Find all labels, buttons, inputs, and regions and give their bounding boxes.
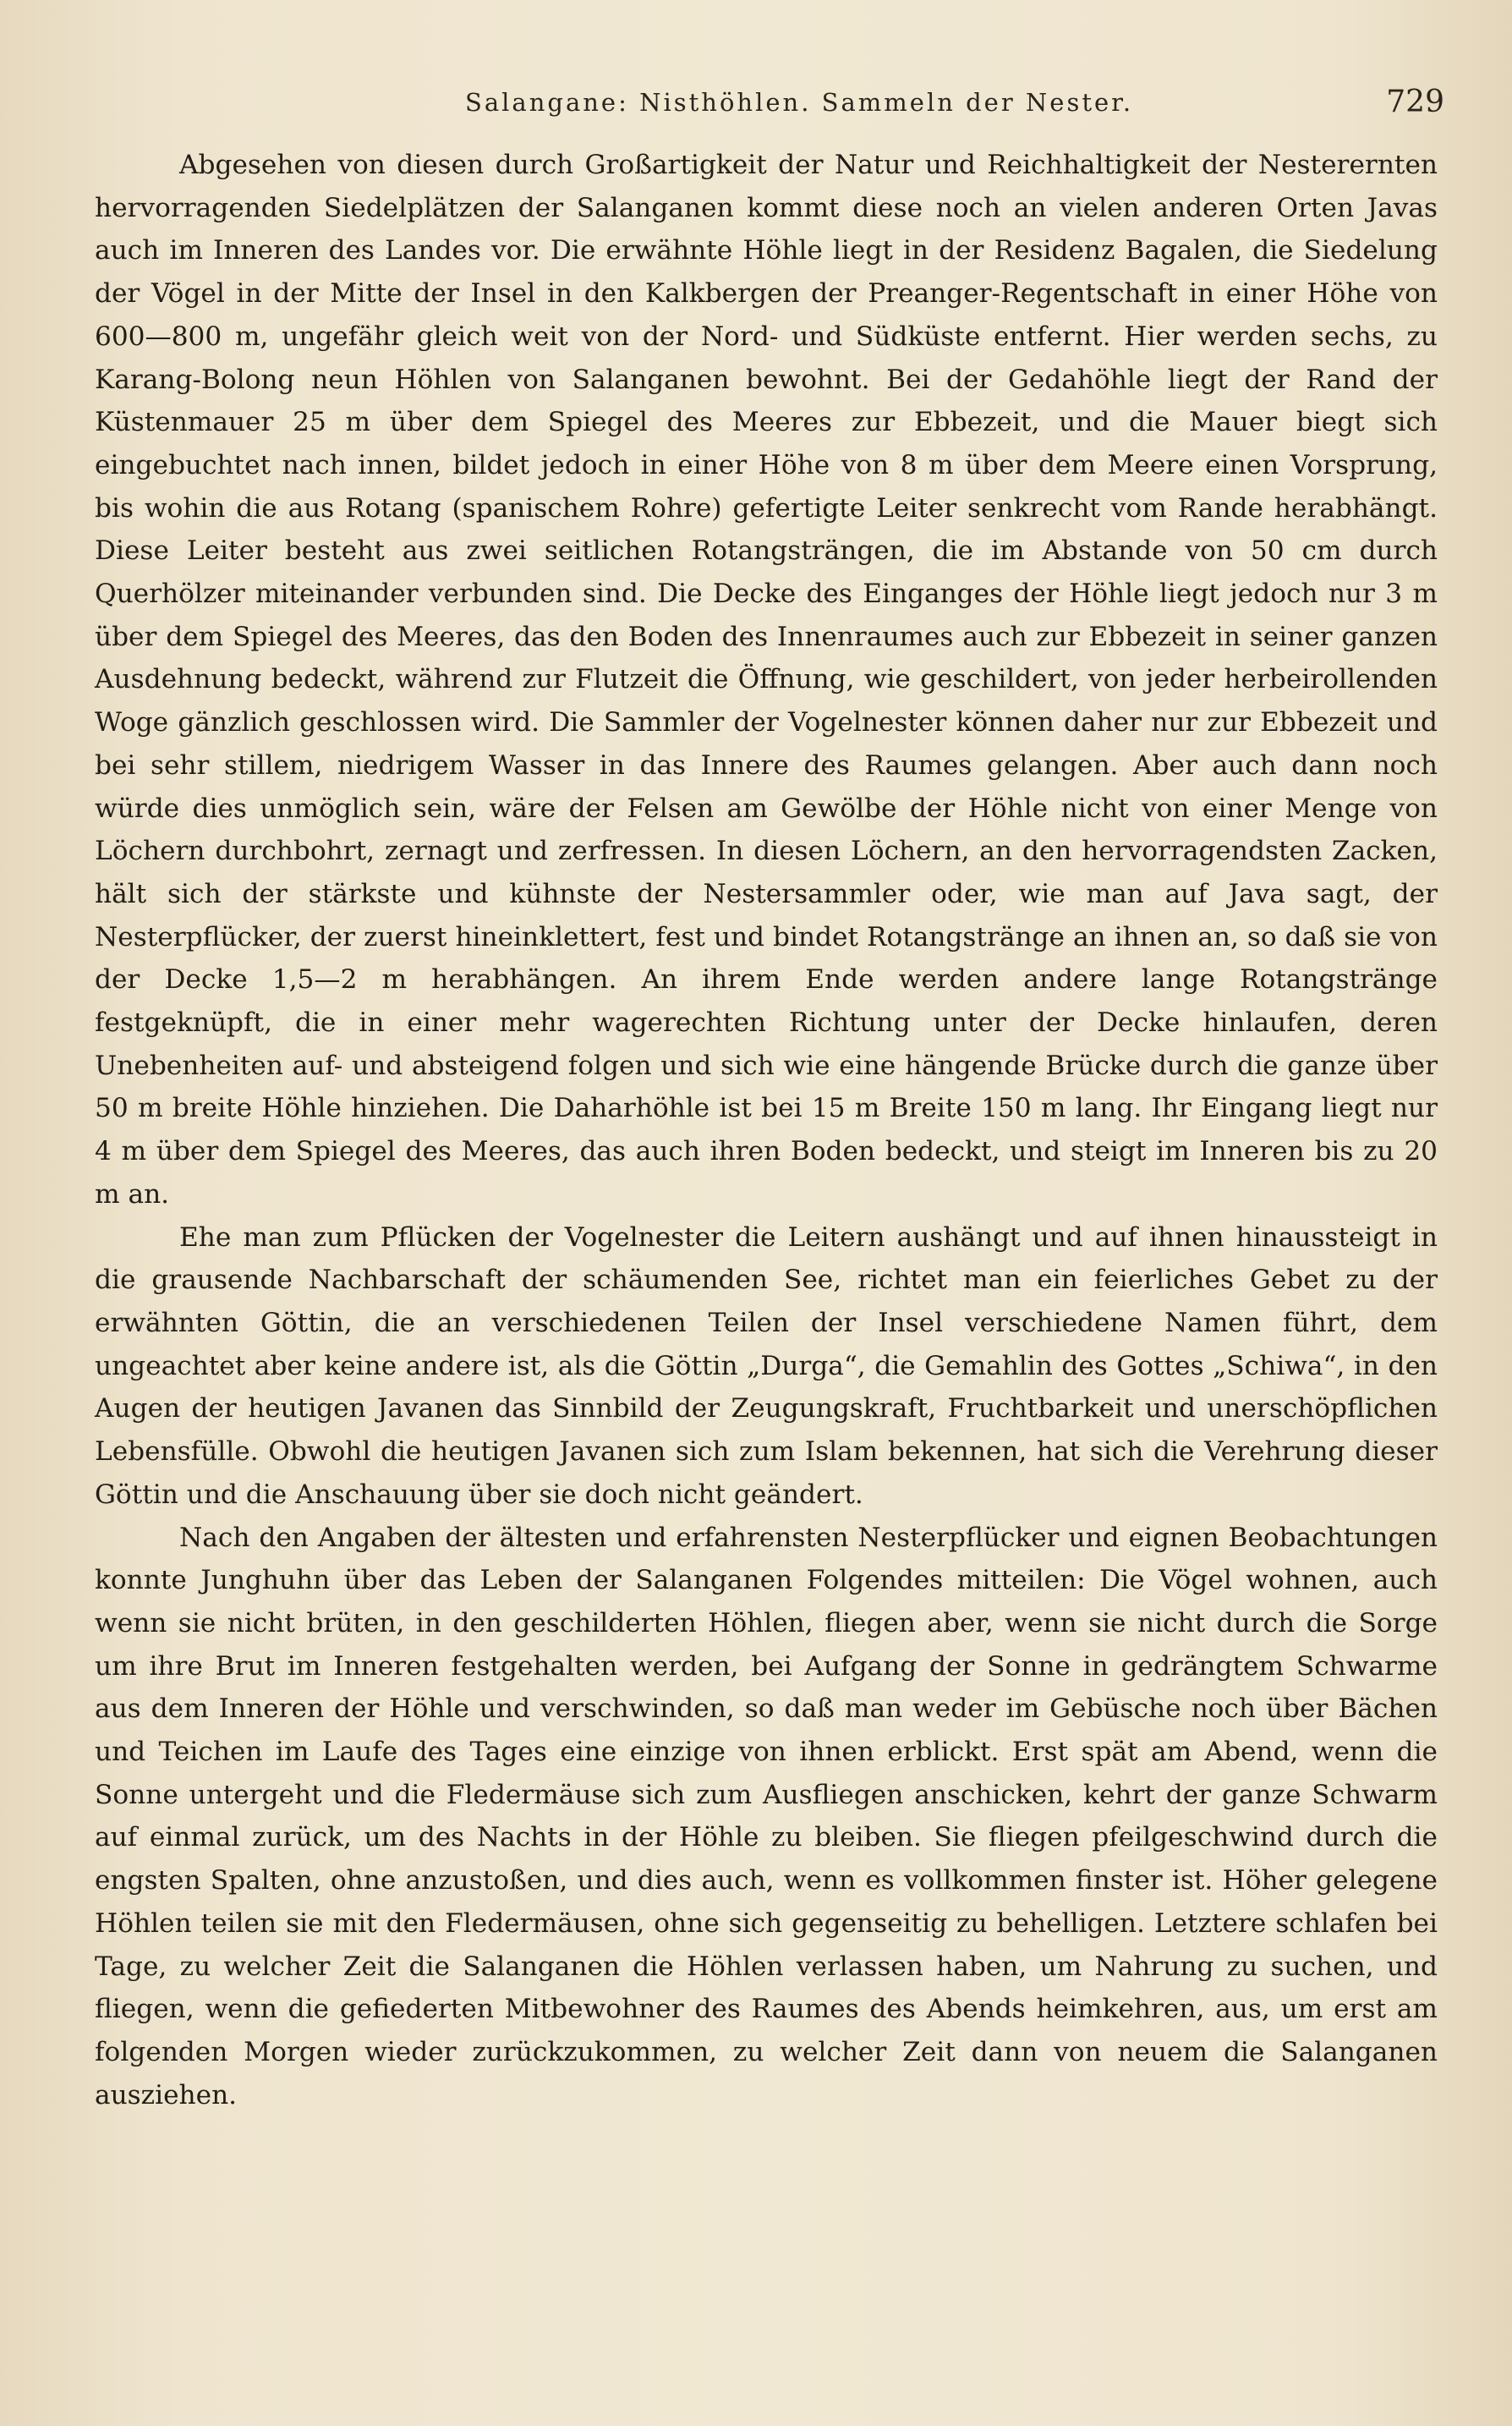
page-number: 729	[1386, 85, 1444, 119]
paragraph-1: Abgesehen von diesen durch Großartigkeit der Natur und Reichhaltigkeit der Nesterernten hervorragenden Siedelplätzen der Salanganen kommt diese noch an vielen anderen Orten Javas auch im Inneren des Landes vor. Die erwähnte Höhle liegt in der Residenz Bagalen, die Siedelung der Vögel in der Mitte der Insel in den Kalkbergen der Preanger-Regentschaft in einer Höhe von 600—800 m, ungefähr gleich weit von der Nord- und Südküste entfernt. Hier werden sechs, zu Karang-Bolong neun Höhlen von Salanganen bewohnt. Bei der Gedahöhle liegt der Rand der Küstenmauer 25 m über dem Spiegel des Meeres zur Ebbezeit, und die Mauer biegt sich eingebuchtet nach innen, bildet jedoch in einer Höhe von 8 m über dem Meere einen Vorsprung, bis wohin die aus Rotang (spanischem Rohre) gefertigte Leiter senkrecht vom Rande herabhängt. Diese Leiter besteht aus zwei seitlichen Rotangsträngen, die im Abstande von 50 cm durch Querhölzer miteinander verbunden sind. Die Decke des Einganges der Höhle liegt jedoch nur 3 m über dem Spiegel des Meeres, das den Boden des Innenraumes auch zur Ebbezeit in seiner ganzen Ausdehnung bedeckt, während zur Flutzeit die Öffnung, wie geschildert, von jeder herbeirollenden Woge gänzlich geschlossen wird. Die Sammler der Vogelnester können daher nur zur Ebbezeit und bei sehr stillem, niedrigem Wasser in das Innere des Raumes gelangen. Aber auch dann noch würde dies unmöglich sein, wäre der Felsen am Gewölbe der Höhle nicht von einer Menge von Löchern durchbohrt, zernagt und zerfressen. In diesen Löchern, an den hervorragendsten Zacken, hält sich der stärkste und kühnste der Nestersammler oder, wie man auf Java sagt, der Nesterpflücker, der zuerst hineinklettert, fest und bindet Rotangstränge an ihnen an, so daß sie von der Decke 1,5—2 m herabhängen. An ihrem Ende werden andere lange Rotangstränge festgeknüpft, die in einer mehr wagerechten Richtung unter der Decke hinlaufen, deren Unebenheiten auf- und absteigend folgen und sich wie eine hängende Brücke durch die ganze über 50 m breite Höhle hinziehen. Die Daharhöhle ist bei 15 m Breite 150 m lang. Ihr Eingang liegt nur 4 m über dem Spiegel des Meeres, das auch ihren Boden bedeckt, und steigt im Inneren bis zu 20 m an.	[95, 150, 1438, 1210]
running-head	[93, 81, 1444, 132]
paragraph-3: Nach den Angaben der ältesten und erfahrensten Nesterpflücker und eignen Beobachtungen konnte Junghuhn über das Leben der Salanganen Folgendes mitteilen: Die Vögel wohnen, auch wenn sie nicht brüten, in den geschilderten Höhlen, fliegen aber, wenn sie nicht durch die Sorge um ihre Brut im Inneren festgehalten werden, bei Aufgang der Sonne in gedrängtem Schwarme aus dem Inneren der Höhle und verschwinden, so daß man weder im Gebüsche noch über Bächen und Teichen im Laufe des Tages eine einzige von ihnen erblickt. Erst spät am Abend, wenn die Sonne untergeht und die Fledermäuse sich zum Ausfliegen anschicken, kehrt der ganze Schwarm auf einmal zurück, um des Nachts in der Höhle zu bleiben. Sie fliegen pfeilgeschwind durch die engsten Spalten, ohne anzustoßen, und dies auch, wenn es vollkommen finster ist. Höher gelegene Höhlen teilen sie mit den Fledermäusen, ohne sich gegenseitig zu behelligen. Letztere schlafen bei Tage, zu welcher Zeit die Salanganen die Höhlen verlassen haben, um Nahrung zu suchen, und fliegen, wenn die gefiederten Mitbewohner des Raumes des Abends heimkehren, aus, um erst am folgenden Morgen wieder zurückzukommen, zu welcher Zeit dann von neuem die Salanganen ausziehen.	[95, 1522, 1438, 2110]
body-text	[95, 144, 1438, 2116]
running-title: Salangane: Nisthöhlen. Sammeln der Nester.	[465, 88, 1134, 117]
paragraph-2: Ehe man zum Pflücken der Vogelnester die Leitern aushängt und auf ihnen hinaussteigt in die grausende Nachbarschaft der schäumenden See, richtet man ein feierliches Gebet zu der erwähnten Göttin, die an verschiedenen Teilen der Insel verschiedene Namen führt, dem ungeachtet aber keine andere ist, als die Göttin „Durga“, die Gemahlin des Gottes „Schiwa“, in den Augen der heutigen Javanen das Sinnbild der Zeugungskraft, Fruchtbarkeit und unerschöpflichen Lebensfülle. Obwohl die heutigen Javanen sich zum Islam bekennen, hat sich die Verehrung dieser Göttin und die Anschauung über sie doch nicht geändert.	[95, 1221, 1438, 1510]
